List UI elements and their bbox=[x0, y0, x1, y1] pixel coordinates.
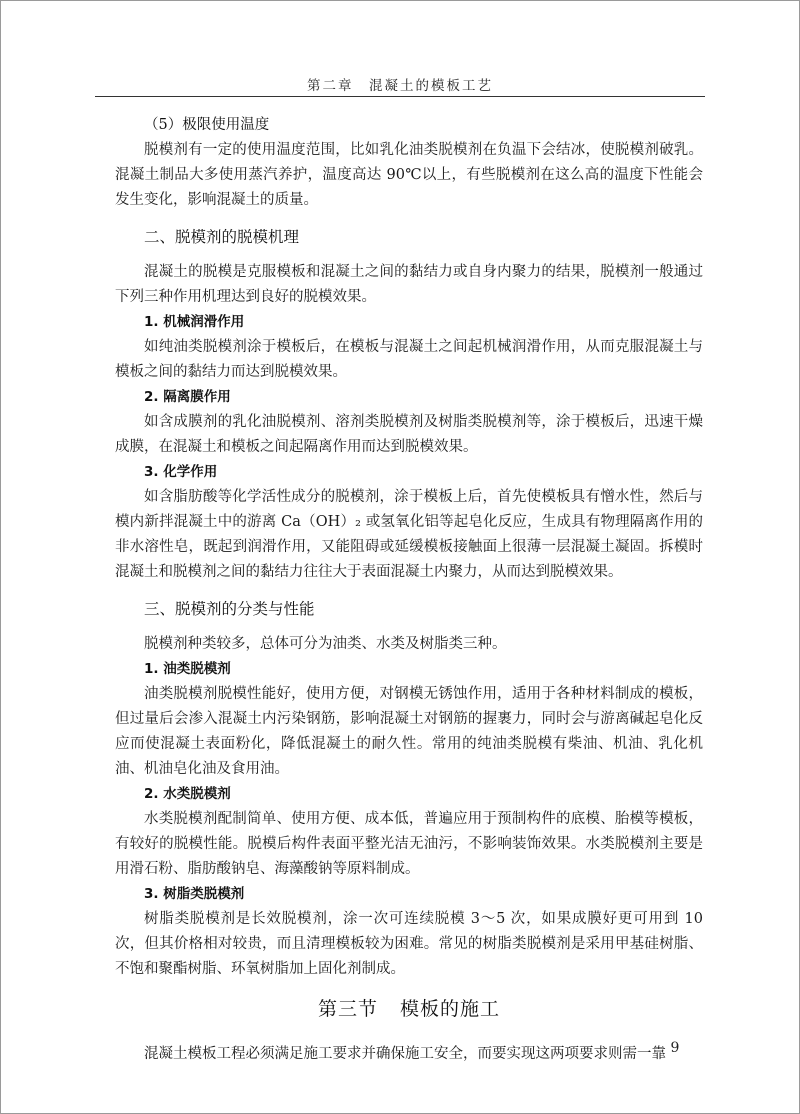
item5-paragraph: 脱模剂有一定的使用温度范围，比如乳化油类脱模剂在负温下会结冰，使脱模剂破乳。混凝土制品大多使用蒸汽养护，温度高达 90℃以上，有些脱模剂在这么高的温度下性能会发生变化，影响混凝土的质量。 bbox=[115, 142, 703, 208]
section2-item2-heading: 2. 隔离膜作用 bbox=[144, 389, 231, 405]
section2-item3-heading: 3. 化学作用 bbox=[144, 464, 218, 480]
section3-item2-heading: 2. 水类脱模剂 bbox=[144, 786, 231, 802]
section2-intro: 混凝土的脱模是克服模板和混凝土之间的黏结力或自身内聚力的结果，脱模剂一般通过下列三种作用机理达到良好的脱模效果。 bbox=[115, 264, 703, 305]
section2-item1-heading: 1. 机械润滑作用 bbox=[144, 314, 245, 330]
page-number: 9 bbox=[670, 1040, 680, 1056]
section-heading bbox=[115, 994, 703, 1024]
section3-title: 三、脱模剂的分类与性能 bbox=[144, 600, 315, 618]
section2-item1-body: 如纯油类脱模剂涂于模板后，在模板与混凝土之间起机械润滑作用，从而克服混凝土与模板之间的黏结力而达到脱模效果。 bbox=[115, 339, 703, 380]
section2-item3-body: 如含脂肪酸等化学活性成分的脱模剂，涂于模板上后，首先使模板具有憎水性，然后与模内新拌混凝土中的游离 Ca（OH）₂ 或氢氧化铝等起皂化反应，生成具有物理隔离作用的非水溶性皂，既起到润滑作用，又能阻碍或延缓模板接触面上很薄一层混凝土凝固。拆模时混凝土和脱模剂之间的黏结力往往大于表面混凝土内聚力，从而达到脱模效果。 bbox=[115, 489, 703, 580]
section2-title: 二、脱模剂的脱模机理 bbox=[144, 228, 300, 246]
section3-intro: 脱模剂种类较多，总体可分为油类、水类及树脂类三种。 bbox=[144, 636, 507, 652]
item5-heading: （5）极限使用温度 bbox=[144, 117, 270, 133]
section3-item3-body: 树脂类脱模剂是长效脱模剂，涂一次可连续脱模 3～5 次，如果成膜好更可用到 10 次，但其价格相对较贵，而且清理模板较为困难。常见的树脂类脱模剂是采用甲基硅树脂、不饱和聚酯树脂、环氧树脂加上固化剂制成。 bbox=[115, 911, 703, 977]
section3-item2-body: 水类脱模剂配制简单、使用方便、成本低，普遍应用于预制构件的底模、胎模等模板，有较好的脱模性能。脱模后构件表面平整光洁无油污，不影响装饰效果。水类脱模剂主要是用滑石粉、脂肪酸钠皂、海藻酸钠等原料制成。 bbox=[115, 811, 703, 877]
section3-item3-heading: 3. 树脂类脱模剂 bbox=[144, 886, 245, 902]
section2-item2-body: 如含成膜剂的乳化油脱模剂、溶剂类脱模剂及树脂类脱模剂等，涂于模板后，迅速干燥成膜，在混凝土和模板之间起隔离作用而达到脱模效果。 bbox=[115, 414, 703, 455]
section-heading-title: 模板的施工 bbox=[400, 998, 501, 1020]
closing-paragraph: 混凝土模板工程必须满足施工要求并确保施工安全，而要实现这两项要求则需一靠 bbox=[144, 1046, 666, 1062]
page-body bbox=[115, 113, 703, 1067]
header-rule bbox=[95, 96, 705, 97]
section3-item1-body: 油类脱模剂脱模性能好，使用方便，对钢模无锈蚀作用，适用于各种材料制成的模板，但过量后会渗入混凝土内污染钢筋，影响混凝土对钢筋的握裹力，同时会与游离碱起皂化反应而使混凝土表面粉化，降低混凝土的耐久性。常用的纯油类脱模有柴油、机油、乳化机油、机油皂化油及食用油。 bbox=[115, 686, 703, 777]
section3-item1-heading: 1. 油类脱模剂 bbox=[144, 661, 231, 677]
running-header: 第二章 混凝土的模板工艺 bbox=[307, 78, 493, 94]
section-heading-number: 第三节 bbox=[317, 998, 378, 1020]
